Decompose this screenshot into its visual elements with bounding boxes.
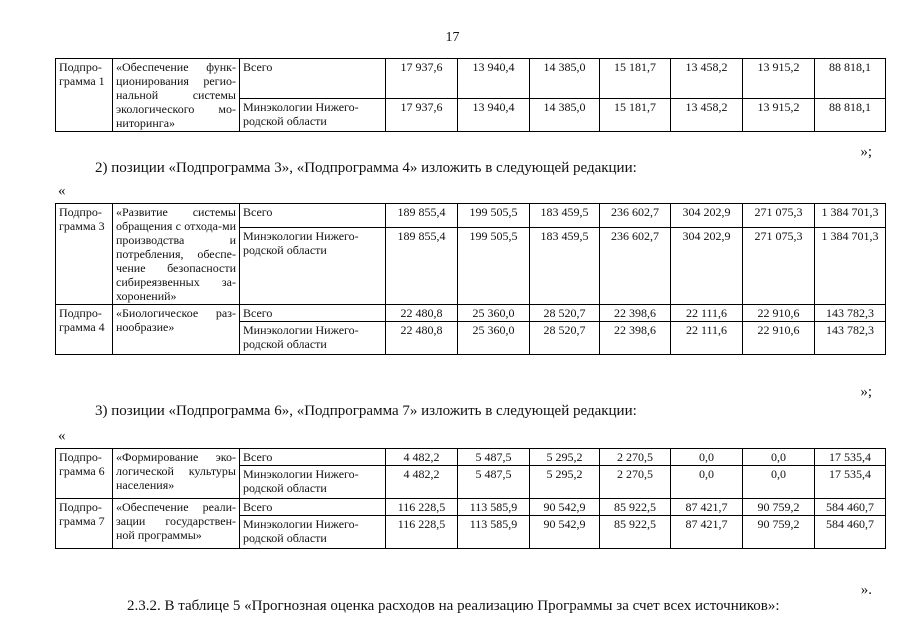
budget-table-2 [55,203,886,355]
amount-cell: 85 922,5 [600,516,671,549]
subprogram-id: Подпро-грамма 6 [56,449,113,499]
budget-table-1 [55,58,886,132]
amount-cell: 0,0 [743,449,815,466]
instruction-paragraph-2: 3) позиции «Подпрограмма 6», «Подпрограмма 7» изложить в следующей редакции: [95,403,637,419]
open-quote: « [58,183,66,199]
amount-cell: 90 542,9 [530,499,600,516]
subprogram-id: Подпро-грамма 1 [56,59,113,132]
subprogram-id: Подпро-грамма 3 [56,204,113,305]
funding-source-label: Минэкологии Нижего-родской области [240,466,386,499]
amount-cell: 0,0 [743,466,815,499]
amount-cell: 87 421,7 [671,499,743,516]
amount-cell: 25 360,0 [458,322,530,355]
amount-cell: 17 535,4 [815,466,886,499]
amount-cell: 5 487,5 [458,449,530,466]
subprogram-id: Подпро-грамма 7 [56,499,113,549]
amount-cell: 13 458,2 [671,59,743,99]
amount-cell: 584 460,7 [815,516,886,549]
amount-cell: 113 585,9 [458,499,530,516]
table-body [56,59,886,132]
amount-cell: 183 459,5 [530,228,600,305]
end-quote: »; [860,144,872,160]
amount-cell: 143 782,3 [815,322,886,355]
table-row [56,449,886,466]
amount-cell: 2 270,5 [600,449,671,466]
funding-source-label: Минэкологии Нижего-родской области [240,516,386,549]
funding-source-label: Всего [240,204,386,228]
table-row [56,59,886,99]
amount-cell: 199 505,5 [458,228,530,305]
amount-cell: 0,0 [671,449,743,466]
amount-cell: 4 482,2 [386,449,458,466]
amount-cell: 271 075,3 [743,228,815,305]
amount-cell: 22 111,6 [671,322,743,355]
amount-cell: 5 487,5 [458,466,530,499]
open-quote: « [58,428,66,444]
amount-cell: 28 520,7 [530,322,600,355]
amount-cell: 13 940,4 [458,59,530,99]
amount-cell: 2 270,5 [600,466,671,499]
amount-cell: 236 602,7 [600,228,671,305]
subprogram-name: «Обеспечение реали-зации государствен-ной программы» [113,499,240,549]
funding-source-label: Минэкологии Нижего-родской области [240,322,386,355]
amount-cell: 13 915,2 [743,59,815,99]
amount-cell: 236 602,7 [600,204,671,228]
amount-cell: 15 181,7 [600,59,671,99]
amount-cell: 22 910,6 [743,322,815,355]
amount-cell: 14 385,0 [530,59,600,99]
table-row [56,305,886,322]
amount-cell: 88 818,1 [815,99,886,132]
amount-cell: 90 542,9 [530,516,600,549]
funding-source-label: Всего [240,59,386,99]
amount-cell: 13 915,2 [743,99,815,132]
amount-cell: 22 111,6 [671,305,743,322]
subprogram-id: Подпро-грамма 4 [56,305,113,355]
table-body [56,204,886,355]
amount-cell: 90 759,2 [743,499,815,516]
amount-cell: 90 759,2 [743,516,815,549]
amount-cell: 22 398,6 [600,322,671,355]
amount-cell: 22 398,6 [600,305,671,322]
funding-source-label: Минэкологии Нижего-родской области [240,99,386,132]
amount-cell: 13 458,2 [671,99,743,132]
amount-cell: 189 855,4 [386,228,458,305]
funding-source-label: Всего [240,449,386,466]
amount-cell: 22 480,8 [386,305,458,322]
amount-cell: 189 855,4 [386,204,458,228]
amount-cell: 88 818,1 [815,59,886,99]
subprogram-name: «Развитие системы обращения с отхода-ми производства и потребления, обеспе-чение безопасности сибиреязвенных за-хоронений» [113,204,240,305]
amount-cell: 5 295,2 [530,449,600,466]
table-body [56,449,886,549]
amount-cell: 17 535,4 [815,449,886,466]
subprogram-name: «Формирование эко-логической культуры населения» [113,449,240,499]
amount-cell: 17 937,6 [386,99,458,132]
subprogram-name: «Биологическое раз-нообразие» [113,305,240,355]
amount-cell: 22 480,8 [386,322,458,355]
amount-cell: 113 585,9 [458,516,530,549]
amount-cell: 304 202,9 [671,228,743,305]
amount-cell: 584 460,7 [815,499,886,516]
amount-cell: 15 181,7 [600,99,671,132]
instruction-paragraph-1: 2) позиции «Подпрограмма 3», «Подпрограмма 4» изложить в следующей редакции: [95,160,637,176]
amount-cell: 13 940,4 [458,99,530,132]
end-quote: »; [860,384,872,400]
amount-cell: 271 075,3 [743,204,815,228]
amount-cell: 85 922,5 [600,499,671,516]
amount-cell: 183 459,5 [530,204,600,228]
budget-table-3 [55,448,886,549]
amount-cell: 143 782,3 [815,305,886,322]
funding-source-label: Всего [240,305,386,322]
amount-cell: 116 228,5 [386,516,458,549]
amount-cell: 28 520,7 [530,305,600,322]
footer-paragraph: 2.3.2. В таблице 5 «Прогнозная оценка расходов на реализацию Программы за счет всех источников»: [127,598,780,614]
amount-cell: 14 385,0 [530,99,600,132]
amount-cell: 4 482,2 [386,466,458,499]
amount-cell: 1 384 701,3 [815,228,886,305]
amount-cell: 25 360,0 [458,305,530,322]
amount-cell: 87 421,7 [671,516,743,549]
subprogram-name: «Обеспечение функ-ционирования регио-нальной системы экологического мо-ниторинга» [113,59,240,132]
amount-cell: 199 505,5 [458,204,530,228]
table-row [56,204,886,228]
page-number: 17 [445,30,460,45]
amount-cell: 17 937,6 [386,59,458,99]
table-row [56,499,886,516]
amount-cell: 1 384 701,3 [815,204,886,228]
amount-cell: 116 228,5 [386,499,458,516]
amount-cell: 22 910,6 [743,305,815,322]
funding-source-label: Минэкологии Нижего-родской области [240,228,386,305]
funding-source-label: Всего [240,499,386,516]
end-quote-final: ». [860,582,872,598]
amount-cell: 0,0 [671,466,743,499]
amount-cell: 5 295,2 [530,466,600,499]
amount-cell: 304 202,9 [671,204,743,228]
